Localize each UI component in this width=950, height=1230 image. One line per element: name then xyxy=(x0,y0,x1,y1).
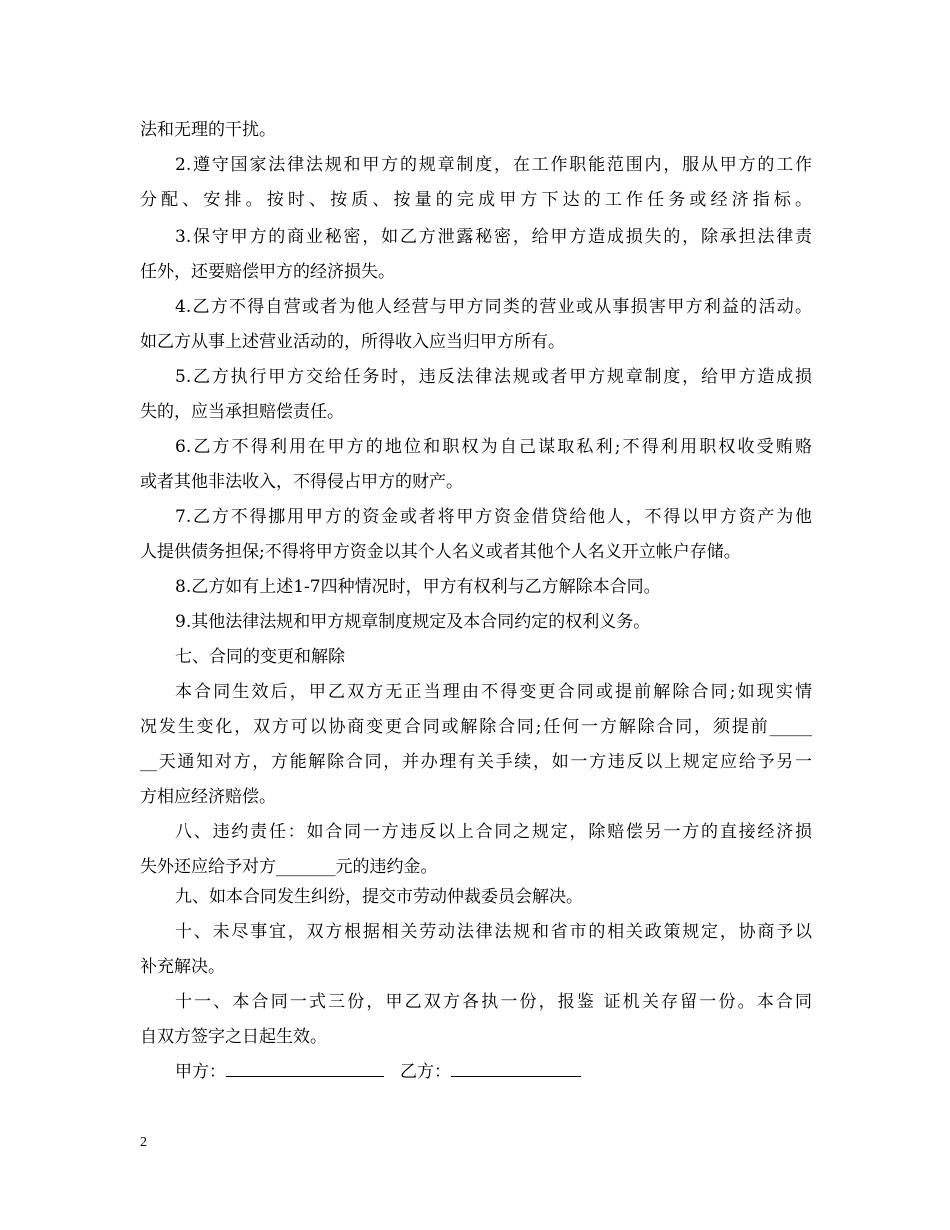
paragraph-line: 或者其他非法收入，不得侵占甲方的财产。 xyxy=(140,472,463,492)
paragraph-line: 人提供债务担保;不得将甲方资金以其个人名义或者其他个人名义开立帐户存储。 xyxy=(140,542,741,562)
paragraph-line: __天通知对方，方能解除合同，并办理有关手续，如一方违反以上规定应给予另一 xyxy=(140,752,812,772)
party-a-signature xyxy=(175,1058,384,1084)
paragraph-line: 况发生变化，双方可以协商变更合同或解除合同;任何一方解除合同，须提前_____ xyxy=(140,717,812,737)
paragraph-line: 3.保守甲方的商业秘密，如乙方泄露秘密，给甲方造成损失的，除承担法律责 xyxy=(175,227,812,247)
paragraph-line: 8.乙方如有上述1-7四种情况时，甲方有权利与乙方解除本合同。 xyxy=(175,577,661,597)
paragraph-line: 自双方签字之日起生效。 xyxy=(140,1027,327,1047)
paragraph-line: 分配、安排。按时、按质、按量的完成甲方下达的工作任务或经济指标。 xyxy=(140,190,812,210)
paragraph-line: 失外还应给予对方_______元的违约金。 xyxy=(140,857,438,877)
party-b-label: 乙方： xyxy=(400,1062,451,1082)
paragraph-line: 法和无理的干扰。 xyxy=(140,120,276,140)
party-b-signature xyxy=(400,1058,581,1084)
paragraph-line: 九、如本合同发生纠纷，提交市劳动仲裁委员会解决。 xyxy=(175,887,583,907)
paragraph-line: 十、未尽事宜，双方根据相关劳动法律法规和省市的相关政策规定，协商予以 xyxy=(175,922,812,942)
paragraph-line: 5.乙方执行甲方交给任务时，违反法律法规或者甲方规章制度，给甲方造成损 xyxy=(175,367,812,387)
paragraph-line: 八、违约责任：如合同一方违反以上合同之规定，除赔偿另一方的直接经济损 xyxy=(175,822,812,842)
paragraph-line: 任外，还要赔偿甲方的经济损失。 xyxy=(140,262,395,282)
party-a-signature-line xyxy=(226,1058,384,1077)
paragraph-line: 7.乙方不得挪用甲方的资金或者将甲方资金借贷给他人，不得以甲方资产为他 xyxy=(175,507,812,527)
paragraph-line: 补充解决。 xyxy=(140,957,225,977)
party-a-label: 甲方： xyxy=(175,1062,226,1082)
paragraph-line: 方相应经济赔偿。 xyxy=(140,787,276,807)
paragraph-line: 失的，应当承担赔偿责任。 xyxy=(140,402,344,422)
party-b-signature-line xyxy=(451,1058,581,1077)
paragraph-line: 如乙方从事上述营业活动的，所得收入应当归甲方所有。 xyxy=(140,332,565,352)
paragraph-line: 4.乙方不得自营或者为他人经营与甲方同类的营业或从事损害甲方利益的活动。 xyxy=(175,297,812,317)
page-number: 2 xyxy=(140,1135,147,1150)
paragraph-line: 6.乙方不得利用在甲方的地位和职权为自己谋取私利;不得利用职权收受贿赂 xyxy=(175,437,812,457)
paragraph-line: 本合同生效后，甲乙双方无正当理由不得变更合同或提前解除合同;如现实情 xyxy=(175,682,812,702)
paragraph-line: 9.其他法律法规和甲方规章制度规定及本合同约定的权利义务。 xyxy=(175,612,651,632)
section-heading: 七、合同的变更和解除 xyxy=(175,647,345,667)
paragraph-line: 2.遵守国家法律法规和甲方的规章制度，在工作职能范围内，服从甲方的工作 xyxy=(175,155,812,175)
paragraph-line: 十一、本合同一式三份，甲乙双方各执一份，报鉴 证机关存留一份。本合同 xyxy=(175,992,812,1012)
